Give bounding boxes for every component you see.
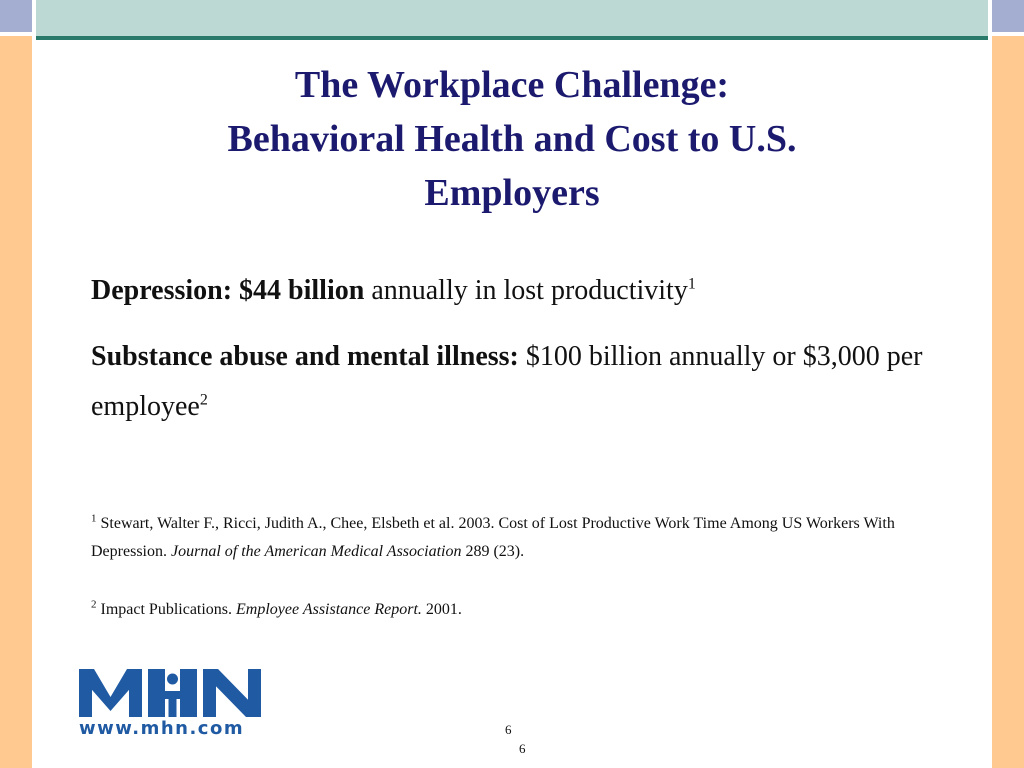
- reference-2: [91, 596, 951, 624]
- depression-cost-point: [91, 266, 971, 316]
- side-bar-left: [0, 36, 32, 768]
- title-line-2: Behavioral Health and Cost to U.S.: [227, 118, 797, 160]
- reference-1-tail: 289 (23).: [461, 543, 525, 560]
- point-1-bold: Depression: $44 billion: [91, 275, 365, 306]
- reference-1-number: 1: [91, 512, 97, 525]
- point-1-text: annually in lost productivity: [364, 275, 688, 306]
- references: [91, 510, 951, 624]
- top-divider: [36, 36, 988, 40]
- reference-2-number: 2: [91, 598, 97, 611]
- point-1-footnote-marker: 1: [687, 275, 696, 293]
- substance-abuse-cost-point: [91, 332, 971, 432]
- reference-1: [91, 510, 951, 566]
- page-number: 6: [505, 722, 512, 737]
- reference-2-tail: 2001.: [421, 601, 462, 618]
- top-band: [36, 0, 988, 36]
- point-2-footnote-marker: 2: [199, 391, 208, 409]
- reference-1-text: Stewart, Walter F., Ricci, Judith A., Chee, Elsbeth et al. 2003. Cost of Lost Productive Work Time Among US Workers With Depression.: [91, 515, 895, 560]
- mhn-logo: [79, 669, 261, 739]
- reference-2-journal: Employee Assistance Report.: [236, 601, 422, 618]
- reference-1-journal: Journal of the American Medical Association: [170, 543, 462, 560]
- title-line-1: The Workplace Challenge:: [294, 64, 730, 106]
- side-bar-right: [992, 36, 1024, 768]
- page-number-duplicate: 6: [519, 741, 526, 756]
- title-line-3: Employers: [424, 172, 600, 214]
- mhn-logo-mark: [79, 669, 261, 717]
- point-2-bold: Substance abuse and mental illness:: [91, 341, 519, 372]
- corner-block-right: [992, 0, 1024, 32]
- slide-title: [120, 58, 904, 220]
- reference-2-text: Impact Publications.: [96, 601, 237, 618]
- logo-url: www.mhn.com: [79, 718, 245, 739]
- point-2-text: $100 billion annually or $3,000 per employee: [91, 341, 923, 422]
- corner-block-left: [0, 0, 32, 32]
